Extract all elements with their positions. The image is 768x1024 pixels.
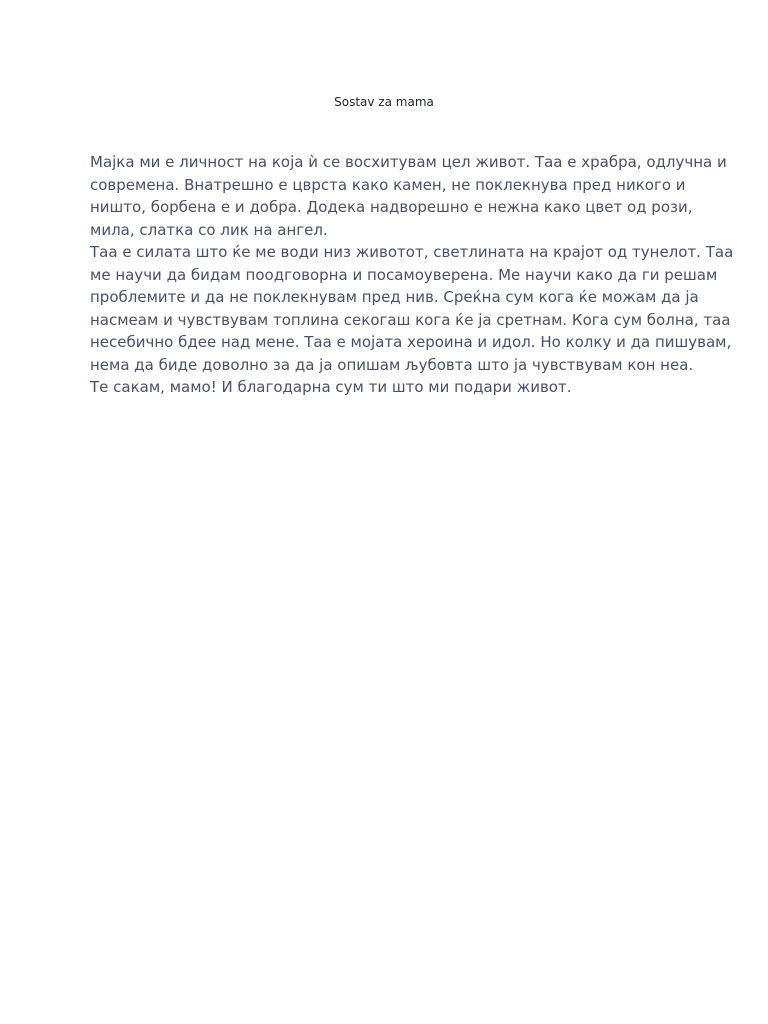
body-line-4: мила, слатка со лик на ангел.	[90, 220, 328, 239]
body-line-10: нема да биде доволно за да ја опишам љубовта што ја чувствувам кон неа.	[90, 355, 694, 374]
body-line-7: проблемите и да не поклекнувам пред нив. Среќна сум кога ќе можам да ја	[90, 288, 699, 306]
body-line-11: Те сакам, мамо! И благодарна сум ти што ми подари живот.	[90, 378, 572, 396]
body-line-8: насмеам и чувствувам топлина секогаш кога ќе ја сретнам. Кога сум болна, таа	[90, 310, 731, 329]
body-line-6: ме научи да бидам поодговорна и посамоуверена. Ме научи како да ги решам	[90, 265, 718, 284]
body-line-1: Мајка ми е личност на која ѝ се восхитувам цел живот. Таа е храбра, одлучна и	[90, 153, 727, 171]
body-line-9: несебично бдее над мене. Таа е мојата хероина и идол. Но колку и да пишувам,	[90, 333, 732, 351]
body-line-5: Таа е силата што ќе ме води низ животот, светлината на крајот од тунелот. Таа	[90, 243, 734, 261]
body-line-3: ништо, борбена е и добра. Додека надворешно е нежна како цвет од рози,	[90, 198, 693, 216]
document-body	[90, 151, 734, 399]
body-line-2: современа. Внатрешно е цврста како камен, не поклекнува пред никого и	[90, 175, 686, 194]
document-title: Sostav za mama	[334, 95, 434, 109]
